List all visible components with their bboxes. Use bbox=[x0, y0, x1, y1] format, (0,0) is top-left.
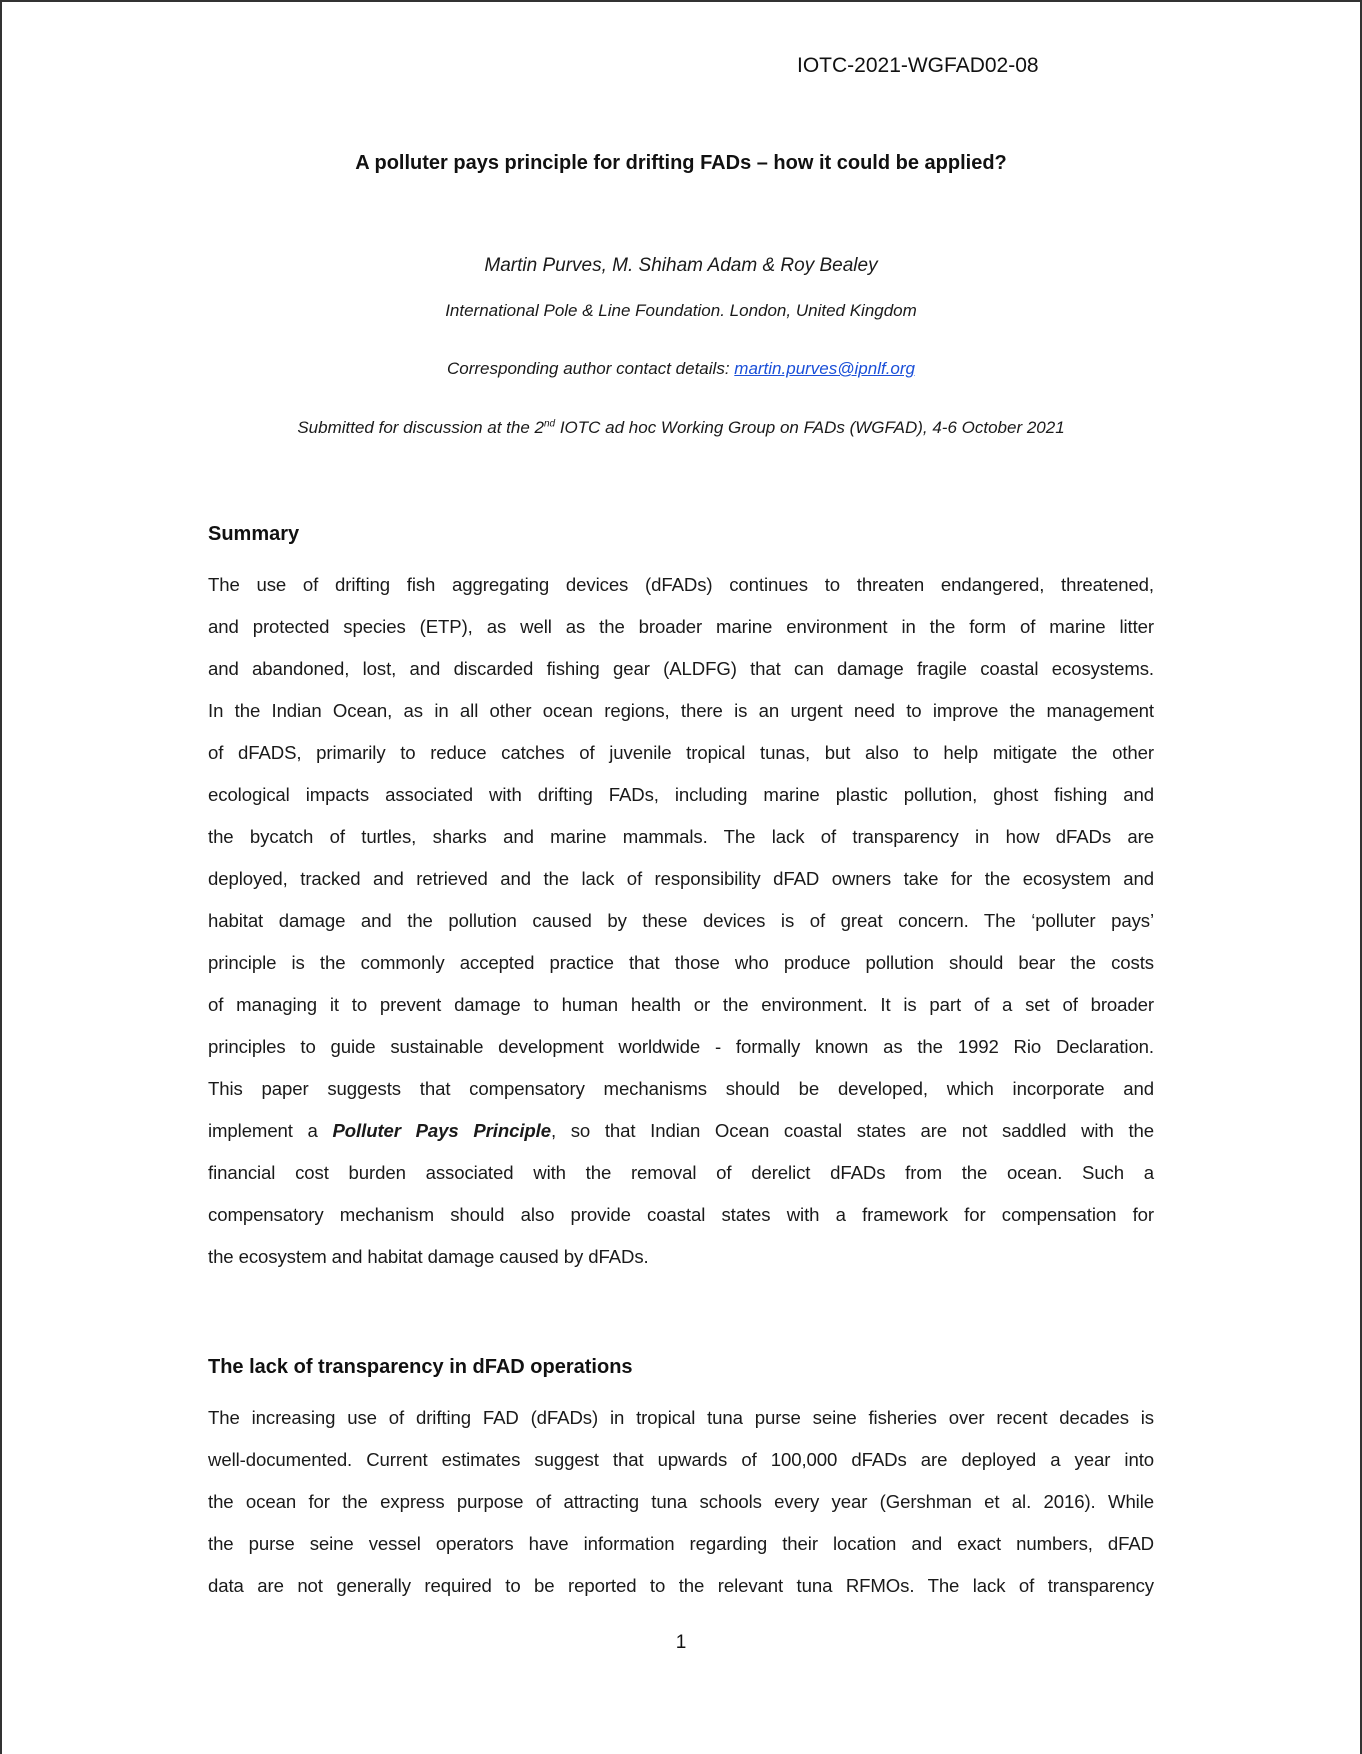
text-line: principles to guide sustainable development worldwide - formally known as the 1992 Rio Declaration. bbox=[208, 1036, 1154, 1057]
paper-title: A polluter pays principle for drifting FADs – how it could be applied? bbox=[355, 152, 1007, 174]
emph-suffix: , so that Indian Ocean coastal states are not saddled with the bbox=[550, 1120, 1154, 1141]
text-line: The use of drifting fish aggregating devices (dFADs) continues to threaten endangered, threatened, bbox=[208, 574, 1154, 595]
text-line: the bycatch of turtles, sharks and marine mammals. The lack of transparency in how dFADs are bbox=[208, 826, 1154, 847]
polluter-pays-principle-emphasis: Polluter Pays Principle bbox=[332, 1120, 551, 1141]
submission-note bbox=[2, 418, 1360, 438]
text-line: The increasing use of drifting FAD (dFADs) in tropical tuna purse seine fisheries over recent decades is bbox=[208, 1407, 1154, 1428]
page-number: 1 bbox=[675, 1632, 687, 1653]
text-line: compensatory mechanism should also provide coastal states with a framework for compensation for bbox=[208, 1204, 1154, 1225]
text-line: financial cost burden associated with the removal of derelict dFADs from the ocean. Such a bbox=[208, 1162, 1154, 1183]
text-line: the ecosystem and habitat damage caused by dFADs. bbox=[208, 1246, 649, 1267]
submission-prefix: Submitted for discussion at the 2 bbox=[297, 418, 544, 437]
summary-section bbox=[208, 523, 1154, 546]
transparency-body bbox=[208, 1397, 1154, 1607]
text-line: the ocean for the express purpose of attracting tuna schools every year (Gershman et al. 2016). While bbox=[208, 1491, 1154, 1512]
transparency-paragraph bbox=[208, 1397, 1154, 1607]
text-line: principle is the commonly accepted practice that those who produce pollution should bear the costs bbox=[208, 952, 1154, 973]
summary-body bbox=[208, 564, 1154, 1278]
text-line: of dFADS, primarily to reduce catches of juvenile tropical tunas, but also to help mitigate the other bbox=[208, 742, 1154, 763]
submission-suffix: IOTC ad hoc Working Group on FADs (WGFAD), 4-6 October 2021 bbox=[555, 418, 1065, 437]
text-line-emphasis bbox=[208, 1110, 1154, 1152]
submission-ordinal: nd bbox=[543, 418, 556, 430]
text-line: well-documented. Current estimates suggest that upwards of 100,000 dFADs are deployed a year into bbox=[208, 1449, 1154, 1470]
text-line: In the Indian Ocean, as in all other ocean regions, there is an urgent need to improve the management bbox=[208, 700, 1154, 721]
contact-details bbox=[2, 359, 1360, 379]
text-line: ecological impacts associated with drifting FADs, including marine plastic pollution, ghost fishing and bbox=[208, 784, 1154, 805]
summary-heading: Summary bbox=[208, 523, 300, 545]
transparency-heading: The lack of transparency in dFAD operations bbox=[208, 1356, 633, 1378]
text-line: and abandoned, lost, and discarded fishing gear (ALDFG) that can damage fragile coastal ecosystems. bbox=[208, 658, 1154, 679]
text-line: This paper suggests that compensatory mechanisms should be developed, which incorporate and bbox=[208, 1078, 1154, 1099]
text-line: of managing it to prevent damage to human health or the environment. It is part of a set of broader bbox=[208, 994, 1154, 1015]
text-line: deployed, tracked and retrieved and the lack of responsibility dFAD owners take for the ecosystem and bbox=[208, 868, 1154, 889]
document-id: IOTC-2021-WGFAD02-08 bbox=[797, 54, 1039, 77]
text-line: habitat damage and the pollution caused by these devices is of great concern. The ‘polluter pays’ bbox=[208, 910, 1154, 931]
contact-email-link[interactable]: martin.purves@ipnlf.org bbox=[734, 359, 915, 378]
emph-prefix: implement a bbox=[208, 1120, 333, 1141]
text-line: the purse seine vessel operators have information regarding their location and exact numbers, dFAD bbox=[208, 1533, 1154, 1554]
affiliation: International Pole & Line Foundation. London, United Kingdom bbox=[445, 301, 917, 320]
text-line: data are not generally required to be reported to the relevant tuna RFMOs. The lack of transparency bbox=[208, 1575, 1154, 1596]
contact-label: Corresponding author contact details: bbox=[446, 359, 735, 378]
authors: Martin Purves, M. Shiham Adam & Roy Bealey bbox=[484, 255, 878, 276]
transparency-section bbox=[208, 1356, 1154, 1379]
summary-paragraph bbox=[208, 564, 1154, 1278]
text-line: and protected species (ETP), as well as the broader marine environment in the form of marine litter bbox=[208, 616, 1154, 637]
